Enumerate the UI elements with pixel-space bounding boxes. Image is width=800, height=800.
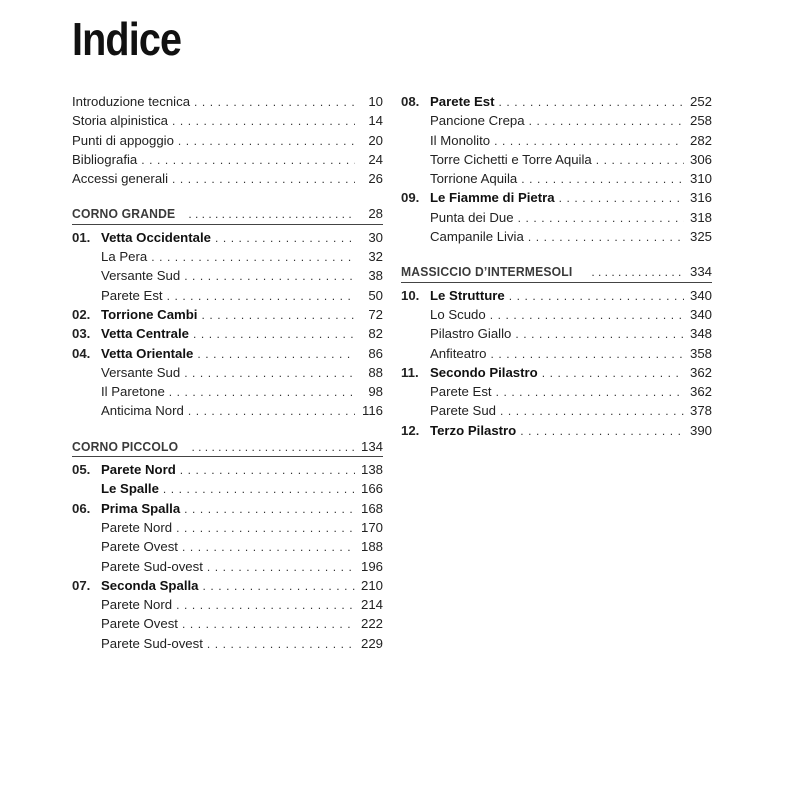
entry-title: Campanile Livia: [430, 229, 524, 245]
entry-page-number: 98: [368, 384, 383, 400]
entry-title: Vetta Occidentale: [101, 229, 211, 245]
entry-number: 10.: [401, 287, 420, 303]
section-page-number: 28: [368, 206, 383, 222]
entry-number: 12.: [401, 422, 420, 438]
toc-entry[interactable]: [72, 247, 383, 266]
dot-leader: [591, 263, 684, 282]
entry-page-number: 358: [689, 345, 712, 361]
entry-page-number: 38: [368, 268, 383, 284]
toc-entry[interactable]: [72, 595, 383, 614]
entry-title: Seconda Spalla: [101, 577, 199, 593]
entry-title: Pancione Crepa: [430, 113, 525, 129]
entry-number: 02.: [72, 306, 91, 322]
section-heading[interactable]: [401, 262, 712, 282]
section-spacer: [401, 246, 712, 262]
dot-leader: [521, 170, 684, 188]
section-heading[interactable]: [72, 204, 383, 224]
dot-leader: [490, 306, 684, 324]
dot-leader: [494, 132, 684, 150]
entry-title: Parete Sud-ovest: [101, 558, 203, 574]
toc-entry[interactable]: [72, 401, 383, 420]
entry-title: Bibliografia: [72, 151, 138, 167]
dot-leader: [197, 345, 355, 363]
dot-leader: [194, 93, 355, 111]
entry-page-number: 26: [368, 171, 383, 187]
dot-leader: [188, 402, 355, 420]
toc-entry[interactable]: [401, 286, 712, 305]
toc-entry[interactable]: [72, 518, 383, 537]
toc-entry[interactable]: [72, 111, 383, 130]
dot-leader: [202, 577, 355, 595]
entry-page-number: 210: [360, 577, 383, 593]
dot-leader: [596, 151, 684, 169]
dot-leader: [172, 112, 355, 130]
toc-entry[interactable]: [72, 92, 383, 111]
entry-page-number: 14: [368, 113, 383, 129]
dot-leader: [518, 209, 684, 227]
entry-page-number: 318: [689, 209, 712, 225]
entry-page-number: 138: [360, 462, 383, 478]
dot-leader: [520, 422, 684, 440]
toc-entry[interactable]: [72, 150, 383, 169]
entry-number: 11.: [401, 364, 419, 380]
dot-leader: [151, 248, 355, 266]
toc-entry[interactable]: [72, 363, 383, 382]
dot-leader: [176, 519, 355, 537]
dot-leader: [201, 306, 355, 324]
dot-leader: [169, 383, 355, 401]
entry-page-number: 88: [368, 364, 383, 380]
toc-entry[interactable]: [401, 111, 712, 130]
entry-title: Vetta Centrale: [101, 326, 189, 342]
entry-number: 06.: [72, 500, 91, 516]
toc-entry[interactable]: [72, 460, 383, 479]
entry-title: Terzo Pilastro: [430, 422, 517, 438]
entry-title: Torrione Cambi: [101, 306, 198, 322]
toc-entry[interactable]: [401, 188, 712, 207]
toc-entry[interactable]: [401, 169, 712, 188]
entry-title: Parete Est: [430, 94, 495, 109]
section-title: MASSICCIO D’INTERMESOLI: [401, 264, 573, 280]
entry-page-number: 20: [368, 132, 383, 148]
dot-leader: [515, 325, 684, 343]
entry-title: Parete Nord: [101, 597, 173, 613]
dot-leader: [182, 538, 355, 556]
entry-page-number: 310: [689, 171, 712, 187]
dot-leader: [163, 480, 355, 498]
entry-page-number: 252: [689, 94, 712, 109]
dot-leader: [215, 229, 355, 247]
entry-title: Lo Scudo: [430, 306, 486, 322]
entry-title: Parete Ovest: [101, 539, 178, 555]
entry-title: Parete Sud: [430, 403, 496, 419]
dot-leader: [178, 132, 355, 150]
entry-title: Parete Est: [101, 287, 163, 303]
dot-leader: [207, 635, 355, 653]
toc-entry[interactable]: [401, 305, 712, 324]
entry-title: Versante Sud: [101, 268, 181, 284]
toc-entry[interactable]: [401, 421, 712, 440]
dot-leader: [176, 596, 355, 614]
entry-page-number: 340: [689, 287, 712, 303]
toc-entry[interactable]: [72, 634, 383, 653]
section-heading[interactable]: [72, 437, 383, 457]
entry-page-number: 170: [360, 519, 383, 535]
toc-left-column: [72, 92, 383, 653]
toc-entry[interactable]: [401, 227, 712, 246]
dot-leader: [193, 325, 355, 343]
toc-entry[interactable]: [72, 344, 383, 363]
entry-title: Le Spalle: [101, 481, 159, 497]
toc-entry[interactable]: [401, 208, 712, 227]
dot-leader: [172, 170, 355, 188]
toc-entry[interactable]: [72, 131, 383, 150]
dot-leader: [496, 383, 684, 401]
section-page-number: 134: [360, 438, 383, 454]
entry-title: Anfiteatro: [430, 345, 487, 361]
entry-page-number: 340: [689, 306, 712, 322]
entry-page-number: 30: [368, 229, 383, 245]
section-spacer: [72, 188, 383, 204]
toc-entry[interactable]: [72, 614, 383, 633]
entry-title: Prima Spalla: [101, 500, 181, 516]
entry-page-number: 316: [689, 190, 712, 206]
entry-title: Il Paretone: [101, 384, 165, 400]
entry-number: 04.: [72, 345, 91, 361]
entry-page-number: 116: [361, 403, 383, 419]
toc-entry[interactable]: [401, 131, 712, 150]
entry-page-number: 325: [689, 229, 712, 245]
entry-title: Le Fiamme di Pietra: [430, 190, 555, 206]
toc-entry[interactable]: [72, 228, 383, 247]
entry-title: Il Monolito: [430, 132, 491, 148]
dot-leader: [542, 364, 684, 382]
entry-title: La Pera: [101, 249, 148, 265]
dot-leader: [559, 189, 684, 207]
entry-page-number: 24: [368, 151, 383, 167]
entry-title: Parete Ovest: [101, 616, 178, 632]
dot-leader: [529, 112, 684, 130]
entry-title: Punti di appoggio: [72, 132, 174, 148]
entry-title: Parete Est: [430, 384, 492, 400]
dot-leader: [500, 402, 684, 420]
entry-number: 09.: [401, 190, 420, 206]
section-spacer: [72, 421, 383, 437]
entry-page-number: 72: [368, 306, 383, 322]
dot-leader: [207, 558, 355, 576]
dot-leader: [141, 151, 355, 169]
dot-leader: [188, 205, 355, 224]
toc-entry[interactable]: [401, 324, 712, 343]
dot-leader: [184, 267, 355, 285]
section-title: CORNO PICCOLO: [72, 438, 179, 454]
entry-title: Parete Sud-ovest: [101, 635, 203, 651]
entry-number: 08.: [401, 94, 420, 109]
entry-title: Punta dei Due: [430, 209, 514, 225]
entry-page-number: 282: [689, 132, 712, 148]
toc-entry[interactable]: [401, 92, 712, 111]
entry-page-number: 32: [368, 249, 383, 265]
entry-page-number: 229: [360, 635, 383, 651]
entry-title: Anticima Nord: [101, 403, 184, 419]
dot-leader: [184, 364, 355, 382]
dot-leader: [191, 438, 355, 457]
page-title: Indice: [72, 13, 182, 65]
entry-title: Le Strutture: [430, 287, 505, 303]
entry-title: Parete Nord: [101, 462, 176, 478]
entry-title: Introduzione tecnica: [72, 94, 191, 109]
toc-entry[interactable]: [401, 401, 712, 420]
dot-leader: [528, 228, 684, 246]
entry-title: Vetta Orientale: [101, 345, 194, 361]
entry-page-number: 222: [360, 616, 383, 632]
toc-entry[interactable]: [72, 557, 383, 576]
entry-page-number: 306: [689, 151, 712, 167]
toc-entry[interactable]: [72, 324, 383, 343]
entry-page-number: 196: [360, 558, 383, 574]
toc-entry[interactable]: [72, 576, 383, 595]
entry-title: Storia alpinistica: [72, 113, 169, 129]
toc-entry[interactable]: [401, 382, 712, 401]
dot-leader: [184, 500, 355, 518]
dot-leader: [509, 287, 684, 305]
entry-page-number: 10: [368, 94, 383, 109]
toc-entry[interactable]: [72, 499, 383, 518]
toc-entry[interactable]: [401, 344, 712, 363]
entry-page-number: 86: [368, 345, 383, 361]
entry-title: Parete Nord: [101, 519, 173, 535]
toc-entry[interactable]: [72, 305, 383, 324]
dot-leader: [182, 615, 355, 633]
toc-entry[interactable]: [72, 479, 383, 498]
entry-title: Versante Sud: [101, 364, 181, 380]
entry-title: Torre Cichetti e Torre Aquila: [430, 151, 592, 167]
section-title: CORNO GRANDE: [72, 206, 176, 222]
toc-entry[interactable]: [72, 169, 383, 188]
entry-page-number: 378: [689, 403, 712, 419]
entry-page-number: 348: [689, 326, 712, 342]
dot-leader: [167, 287, 355, 305]
entry-title: Pilastro Giallo: [430, 326, 512, 342]
entry-number: 03.: [72, 326, 91, 342]
entry-page-number: 168: [360, 500, 383, 516]
toc-right-column: [401, 92, 712, 440]
toc-entry[interactable]: [72, 537, 383, 556]
dot-leader: [180, 461, 355, 479]
entry-number: 05.: [72, 462, 91, 478]
toc-entry[interactable]: [401, 150, 712, 169]
dot-leader: [499, 93, 684, 111]
entry-page-number: 166: [360, 481, 383, 497]
entry-page-number: 214: [360, 597, 383, 613]
entry-title: Torrione Aquila: [430, 171, 518, 187]
entry-page-number: 82: [368, 326, 383, 342]
entry-number: 07.: [72, 577, 91, 593]
toc-entry[interactable]: [401, 363, 712, 382]
toc-entry[interactable]: [72, 382, 383, 401]
entry-page-number: 258: [689, 113, 712, 129]
entry-page-number: 50: [368, 287, 383, 303]
section-page-number: 334: [689, 264, 712, 280]
toc-entry[interactable]: [72, 266, 383, 285]
toc-entry[interactable]: [72, 286, 383, 305]
entry-page-number: 362: [689, 384, 712, 400]
entry-title: Accessi generali: [72, 171, 169, 187]
entry-page-number: 188: [360, 539, 383, 555]
dot-leader: [490, 345, 684, 363]
entry-title: Secondo Pilastro: [430, 364, 538, 380]
entry-page-number: 362: [689, 364, 712, 380]
entry-page-number: 390: [689, 422, 712, 438]
entry-number: 01.: [72, 229, 91, 245]
